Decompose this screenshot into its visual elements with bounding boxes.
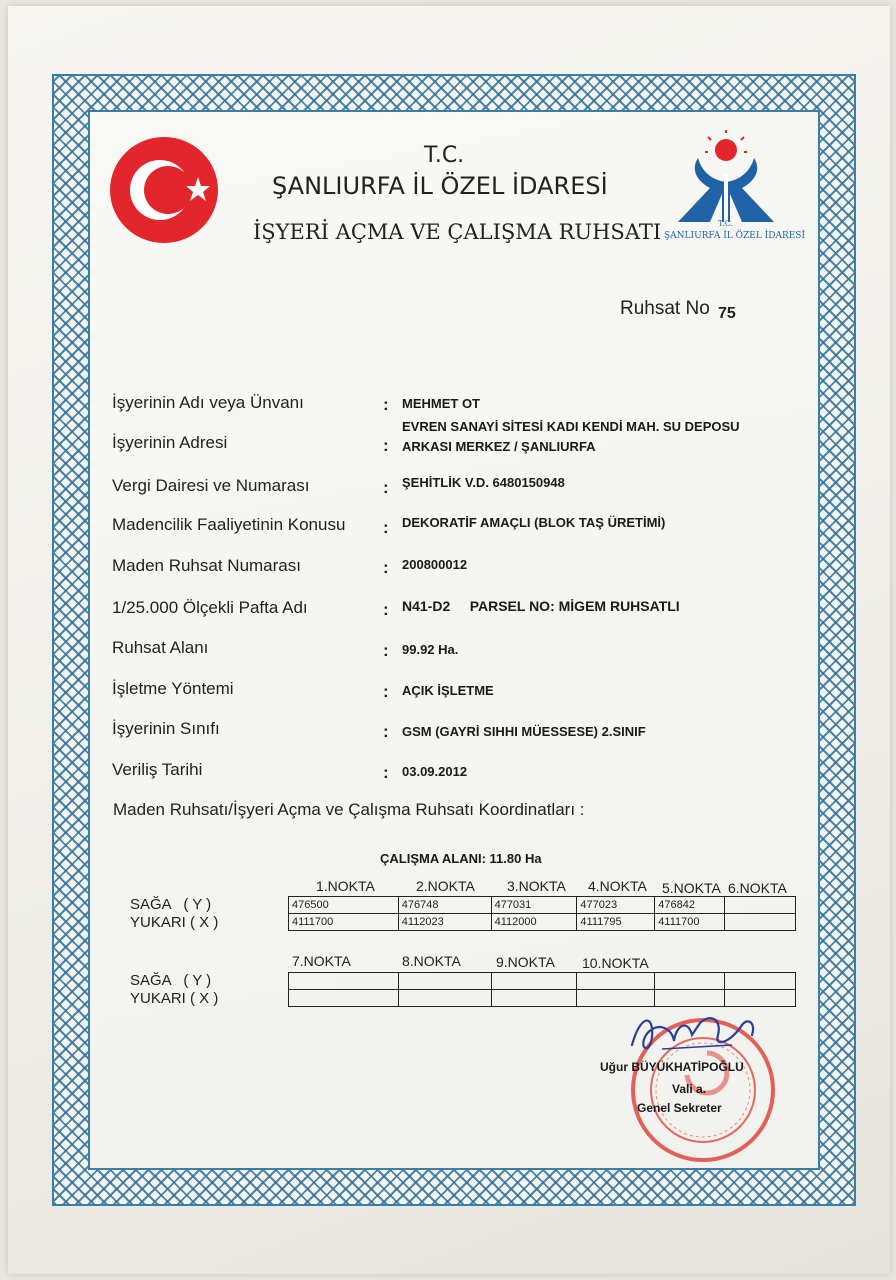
header-organization: ŞANLIURFA İL ÖZEL İDARESİ (272, 172, 608, 200)
point-header: 9.NOKTA (496, 954, 555, 970)
table-cell: 4111700 (289, 914, 399, 931)
point-header: 7.NOKTA (292, 953, 351, 969)
row-label-yukari: YUKARI ( X ) (130, 990, 219, 1007)
coordinates-table-2 (288, 972, 796, 1007)
field-value-license-area: 99.92 Ha. (402, 642, 459, 657)
table-cell (577, 990, 655, 1007)
table-row-yukari (289, 990, 796, 1007)
table-cell (655, 973, 725, 990)
point-header: 3.NOKTA (507, 878, 566, 894)
table-cell: 4111700 (655, 914, 725, 931)
table-cell (491, 973, 577, 990)
table-cell: 476500 (289, 897, 399, 914)
table-row-saga (289, 897, 796, 914)
table-cell (398, 990, 491, 1007)
field-value-issue-date: 03.09.2012 (402, 764, 468, 779)
table-cell (289, 973, 399, 990)
work-area: ÇALIŞMA ALANI: 11.80 Ha (380, 851, 542, 866)
table-cell (577, 973, 655, 990)
table-cell: 476748 (398, 897, 491, 914)
field-label-tax-office: Vergi Dairesi ve Numarası (112, 476, 310, 495)
field-label-map-sheet: 1/25.000 Ölçekli Pafta Adı (112, 598, 308, 617)
permit-number-label: Ruhsat No (620, 298, 710, 319)
field-value-address-line1: EVREN SANAYİ SİTESİ KADI KENDİ MAH. SU DEPOSU (402, 419, 740, 434)
table-cell (289, 990, 399, 1007)
table-cell (655, 990, 725, 1007)
table-cell (398, 973, 491, 990)
field-value-mine-license-number: 200800012 (402, 557, 468, 572)
field-value-map-sheet: N41-D2 PARSEL NO: MİGEM RUHSATLI (402, 598, 680, 614)
coordinates-heading: Maden Ruhsatı/İşyeri Açma ve Çalışma Ruhsatı Koordinatları : (113, 800, 585, 819)
field-value-address-line2: ARKASI MERKEZ / ŞANLIURFA (402, 439, 596, 454)
logo-tc-text: T.C. (718, 219, 734, 228)
point-header: 6.NOKTA (728, 880, 787, 896)
signatory-title-1: Vali a. (672, 1082, 707, 1096)
field-label-operation-method: İşletme Yöntemi (112, 679, 234, 698)
field-colon: : (383, 763, 389, 782)
field-colon: : (383, 558, 389, 577)
table-cell: 477031 (491, 897, 577, 914)
field-label-issue-date: Veriliş Tarihi (112, 760, 203, 779)
row-label-yukari: YUKARI ( X ) (130, 914, 219, 931)
table-cell: 477023 (577, 897, 655, 914)
field-colon: : (383, 722, 389, 741)
table-cell: 4112000 (491, 914, 577, 931)
field-label-mine-license-number: Maden Ruhsat Numarası (112, 556, 301, 575)
document-title: İŞYERİ AÇMA VE ÇALIŞMA RUHSATI (253, 220, 662, 244)
municipality-logo (664, 130, 806, 246)
field-label-license-area: Ruhsat Alanı (112, 638, 209, 657)
row-label-saga: SAĞA ( Y ) (130, 896, 212, 913)
point-header: 2.NOKTA (416, 878, 475, 894)
table-cell (725, 973, 796, 990)
point-header: 4.NOKTA (588, 878, 647, 894)
field-colon: : (383, 641, 389, 660)
table-cell (725, 990, 796, 1007)
row-label-saga: SAĞA ( Y ) (130, 972, 212, 989)
field-label-business-name: İşyerinin Adı veya Ünvanı (112, 393, 304, 412)
table-cell (725, 914, 796, 931)
field-value-tax-office: ŞEHİTLİK V.D. 6480150948 (402, 475, 565, 490)
point-header: 8.NOKTA (402, 953, 461, 969)
table-cell (725, 897, 796, 914)
table-cell: 4111795 (577, 914, 655, 931)
permit-number-value: 75 (718, 305, 736, 322)
logo-organization-text: ŞANLIURFA İL ÖZEL İDARESİ (664, 231, 806, 241)
table-cell: 476842 (655, 897, 725, 914)
table-row-saga (289, 973, 796, 990)
field-value-operation-method: AÇIK İŞLETME (402, 683, 494, 698)
field-colon: : (383, 518, 389, 537)
table-row-yukari (289, 914, 796, 931)
field-value-business-class: GSM (GAYRİ SIHHI MÜESSESE) 2.SINIF (402, 724, 646, 739)
table-cell: 4112023 (398, 914, 491, 931)
field-value-mining-activity: DEKORATİF AMAÇLI (BLOK TAŞ ÜRETİMİ) (402, 515, 666, 530)
sanliurfa-logo-icon (664, 130, 788, 246)
handwritten-signature (622, 1005, 772, 1065)
turkish-flag-emblem (110, 137, 218, 243)
coordinates-table-1 (288, 896, 796, 931)
signatory-title-2: Genel Sekreter (637, 1101, 722, 1115)
field-label-mining-activity: Madencilik Faaliyetinin Konusu (112, 515, 346, 534)
crescent-star-icon (110, 137, 218, 243)
field-colon: : (383, 395, 389, 414)
point-header: 5.NOKTA (662, 880, 721, 896)
table-cell (491, 990, 577, 1007)
point-header: 1.NOKTA (316, 878, 375, 894)
field-colon: : (383, 478, 389, 497)
field-colon: : (383, 436, 389, 455)
field-value-business-name: MEHMET OT (402, 396, 480, 411)
field-colon: : (383, 682, 389, 701)
field-label-business-class: İşyerinin Sınıfı (112, 719, 220, 738)
signatory-name: Uğur BÜYÜKHATİPOĞLU (600, 1060, 744, 1074)
point-header: 10.NOKTA (582, 955, 649, 971)
header-tc: T.C. (424, 143, 465, 168)
field-colon: : (383, 600, 389, 619)
field-label-address: İşyerinin Adresi (112, 433, 228, 452)
